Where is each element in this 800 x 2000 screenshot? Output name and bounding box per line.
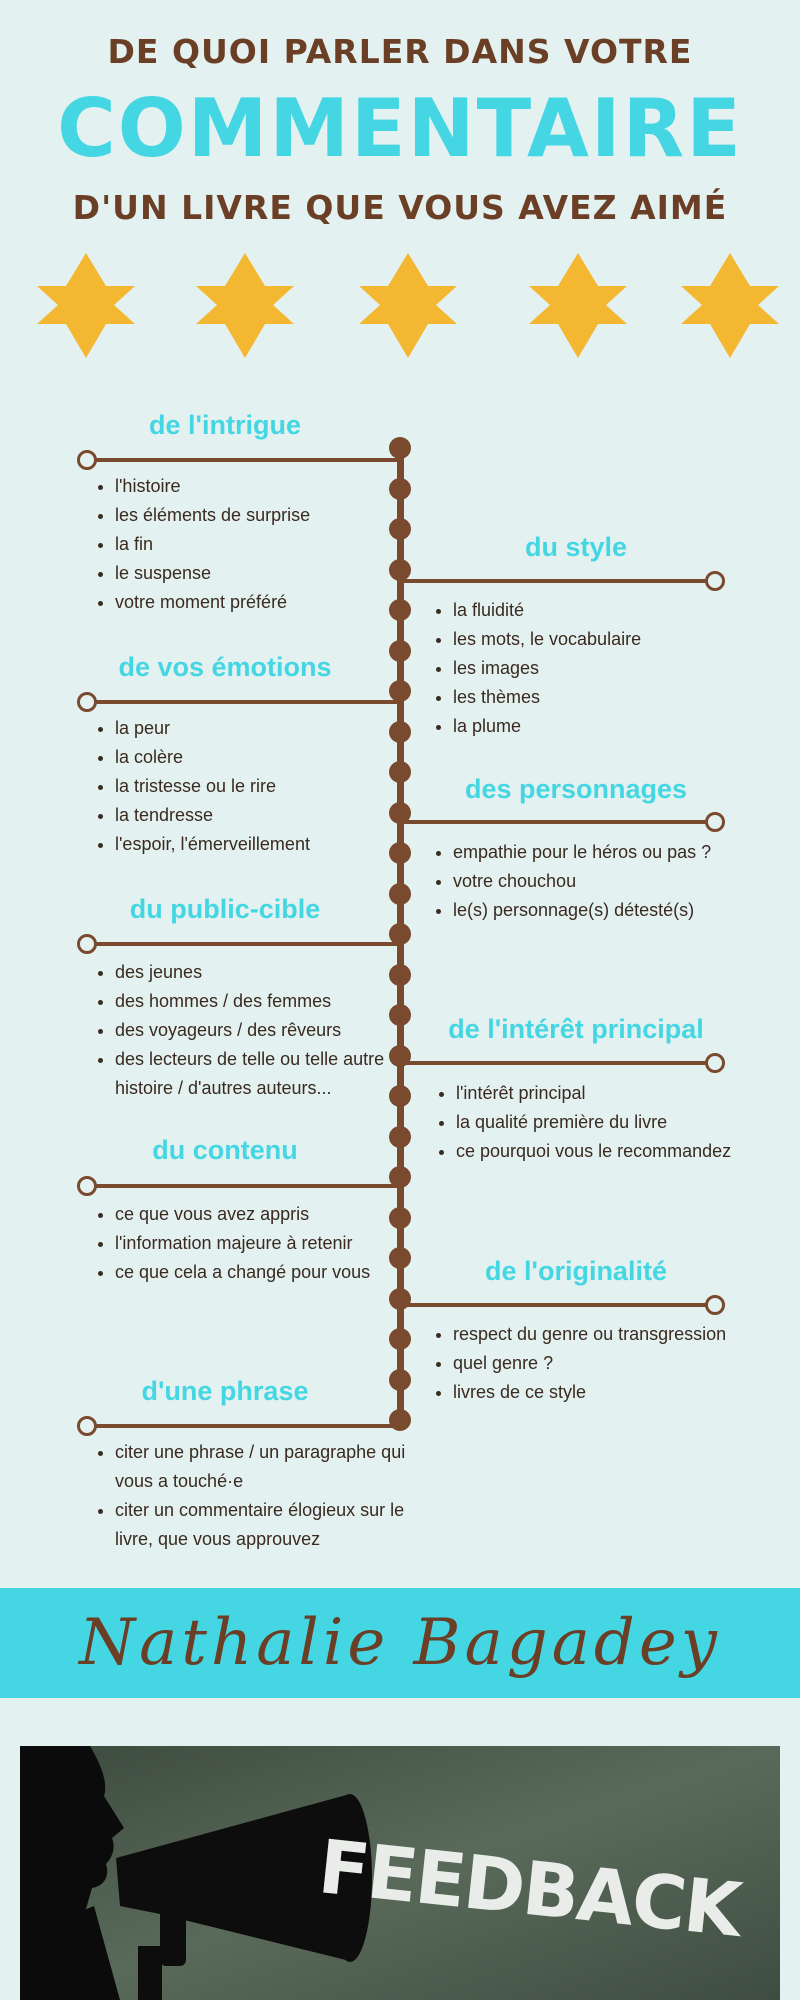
list-item: • quel genre ? — [453, 1349, 800, 1378]
connector-end-ring — [705, 1053, 725, 1073]
list-item: • la plume — [453, 712, 793, 741]
connector-line — [400, 579, 714, 583]
list-item: • citer une phrase / un paragraphe qui vous a touché·e — [115, 1438, 415, 1496]
star-icon — [529, 253, 627, 358]
list-item: • les thèmes — [453, 683, 793, 712]
section-title-originalite: de l'originalité — [485, 1256, 667, 1286]
list-item: • l'information majeure à retenir — [115, 1229, 415, 1258]
list-item: • la tendresse — [115, 801, 415, 830]
connector-end-ring — [77, 1176, 97, 1196]
star-icon — [196, 253, 294, 358]
list-item: • des hommes / des femmes — [115, 987, 415, 1016]
list-item: • les images — [453, 654, 793, 683]
list-item: • des voyageurs / des rêveurs — [115, 1016, 415, 1045]
timeline-dot — [389, 1328, 411, 1350]
timeline-dot — [389, 437, 411, 459]
connector-end-ring — [705, 571, 725, 591]
list-item: • la fluidité — [453, 596, 793, 625]
section-title-phrase: d'une phrase — [141, 1376, 309, 1406]
list-item: • ce pourquoi vous le recommandez — [456, 1137, 800, 1166]
connector-line — [86, 942, 400, 946]
section-title-intrigue: de l'intrigue — [149, 410, 301, 440]
timeline-dot — [389, 883, 411, 905]
connector-end-ring — [77, 934, 97, 954]
title-line-1: DE QUOI PARLER DANS VOTRE — [107, 32, 693, 71]
section-title-personnages: des personnages — [464, 774, 688, 804]
list-style — [425, 596, 793, 741]
connector-line — [400, 1061, 714, 1065]
timeline-dot — [389, 1369, 411, 1391]
connector-end-ring — [77, 450, 97, 470]
list-item: • le suspense — [115, 559, 415, 588]
list-item: • votre chouchou — [453, 867, 793, 896]
list-originalite — [425, 1320, 800, 1407]
list-item: • la colère — [115, 743, 415, 772]
list-interet — [428, 1079, 800, 1166]
list-item: • la peur — [115, 714, 415, 743]
rating-stars — [0, 248, 800, 363]
timeline-dot — [389, 1126, 411, 1148]
list-item: • des jeunes — [115, 958, 415, 987]
connector-end-ring — [77, 1416, 97, 1436]
list-item: • les mots, le vocabulaire — [453, 625, 793, 654]
list-item: • l'espoir, l'émerveillement — [115, 830, 415, 859]
connector-line — [400, 820, 714, 824]
list-item: • respect du genre ou transgression — [453, 1320, 800, 1349]
connector-end-ring — [705, 812, 725, 832]
connector-line — [86, 700, 400, 704]
feedback-text: FEEDBACK — [314, 1824, 744, 1954]
list-item: • les éléments de surprise — [115, 501, 415, 530]
list-phrase — [87, 1438, 415, 1554]
list-item: • empathie pour le héros ou pas ? — [453, 838, 793, 867]
title-line-3: D'UN LIVRE QUE VOUS AVEZ AIMÉ — [72, 188, 728, 227]
list-intrigue — [87, 472, 415, 617]
section-title-style: du style — [524, 532, 628, 562]
connector-line — [86, 1424, 400, 1428]
list-item: • la qualité première du livre — [456, 1108, 800, 1137]
list-item: • ce que cela a changé pour vous — [115, 1258, 415, 1287]
connector-end-ring — [77, 692, 97, 712]
section-title-public: du public-cible — [129, 894, 321, 924]
list-item: • livres de ce style — [453, 1378, 800, 1407]
list-emotions — [87, 714, 415, 859]
connector-line — [86, 458, 400, 462]
list-item: • citer un commentaire élogieux sur le livre, que vous approuvez — [115, 1496, 415, 1554]
list-contenu — [87, 1200, 415, 1287]
title-main: COMMENTAIRE — [57, 82, 743, 175]
section-title-contenu: du contenu — [152, 1135, 298, 1165]
list-item: • des lecteurs de telle ou telle autre histoire / d'autres auteurs... — [115, 1045, 415, 1103]
list-item: • l'intérêt principal — [456, 1079, 800, 1108]
section-title-interet: de l'intérêt principal — [448, 1014, 704, 1044]
timeline-dot — [389, 640, 411, 662]
list-item: • le(s) personnage(s) détesté(s) — [453, 896, 793, 925]
connector-end-ring — [705, 1295, 725, 1315]
list-item: • l'histoire — [115, 472, 415, 501]
list-item: • ce que vous avez appris — [115, 1200, 415, 1229]
section-title-emotions: de vos émotions — [118, 652, 332, 682]
list-item: • la tristesse ou le rire — [115, 772, 415, 801]
star-icon — [359, 253, 457, 358]
list-public — [87, 958, 415, 1103]
author-banner — [0, 1588, 800, 1698]
star-icon — [37, 253, 135, 358]
list-personnages — [425, 838, 793, 925]
list-item: • la fin — [115, 530, 415, 559]
list-item: • votre moment préféré — [115, 588, 415, 617]
connector-line — [400, 1303, 714, 1307]
author-signature: Nathalie Bagadey — [79, 1606, 721, 1680]
timeline-dot — [389, 680, 411, 702]
connector-line — [86, 1184, 400, 1188]
star-icon — [681, 253, 779, 358]
feedback-photo — [20, 1746, 780, 2000]
